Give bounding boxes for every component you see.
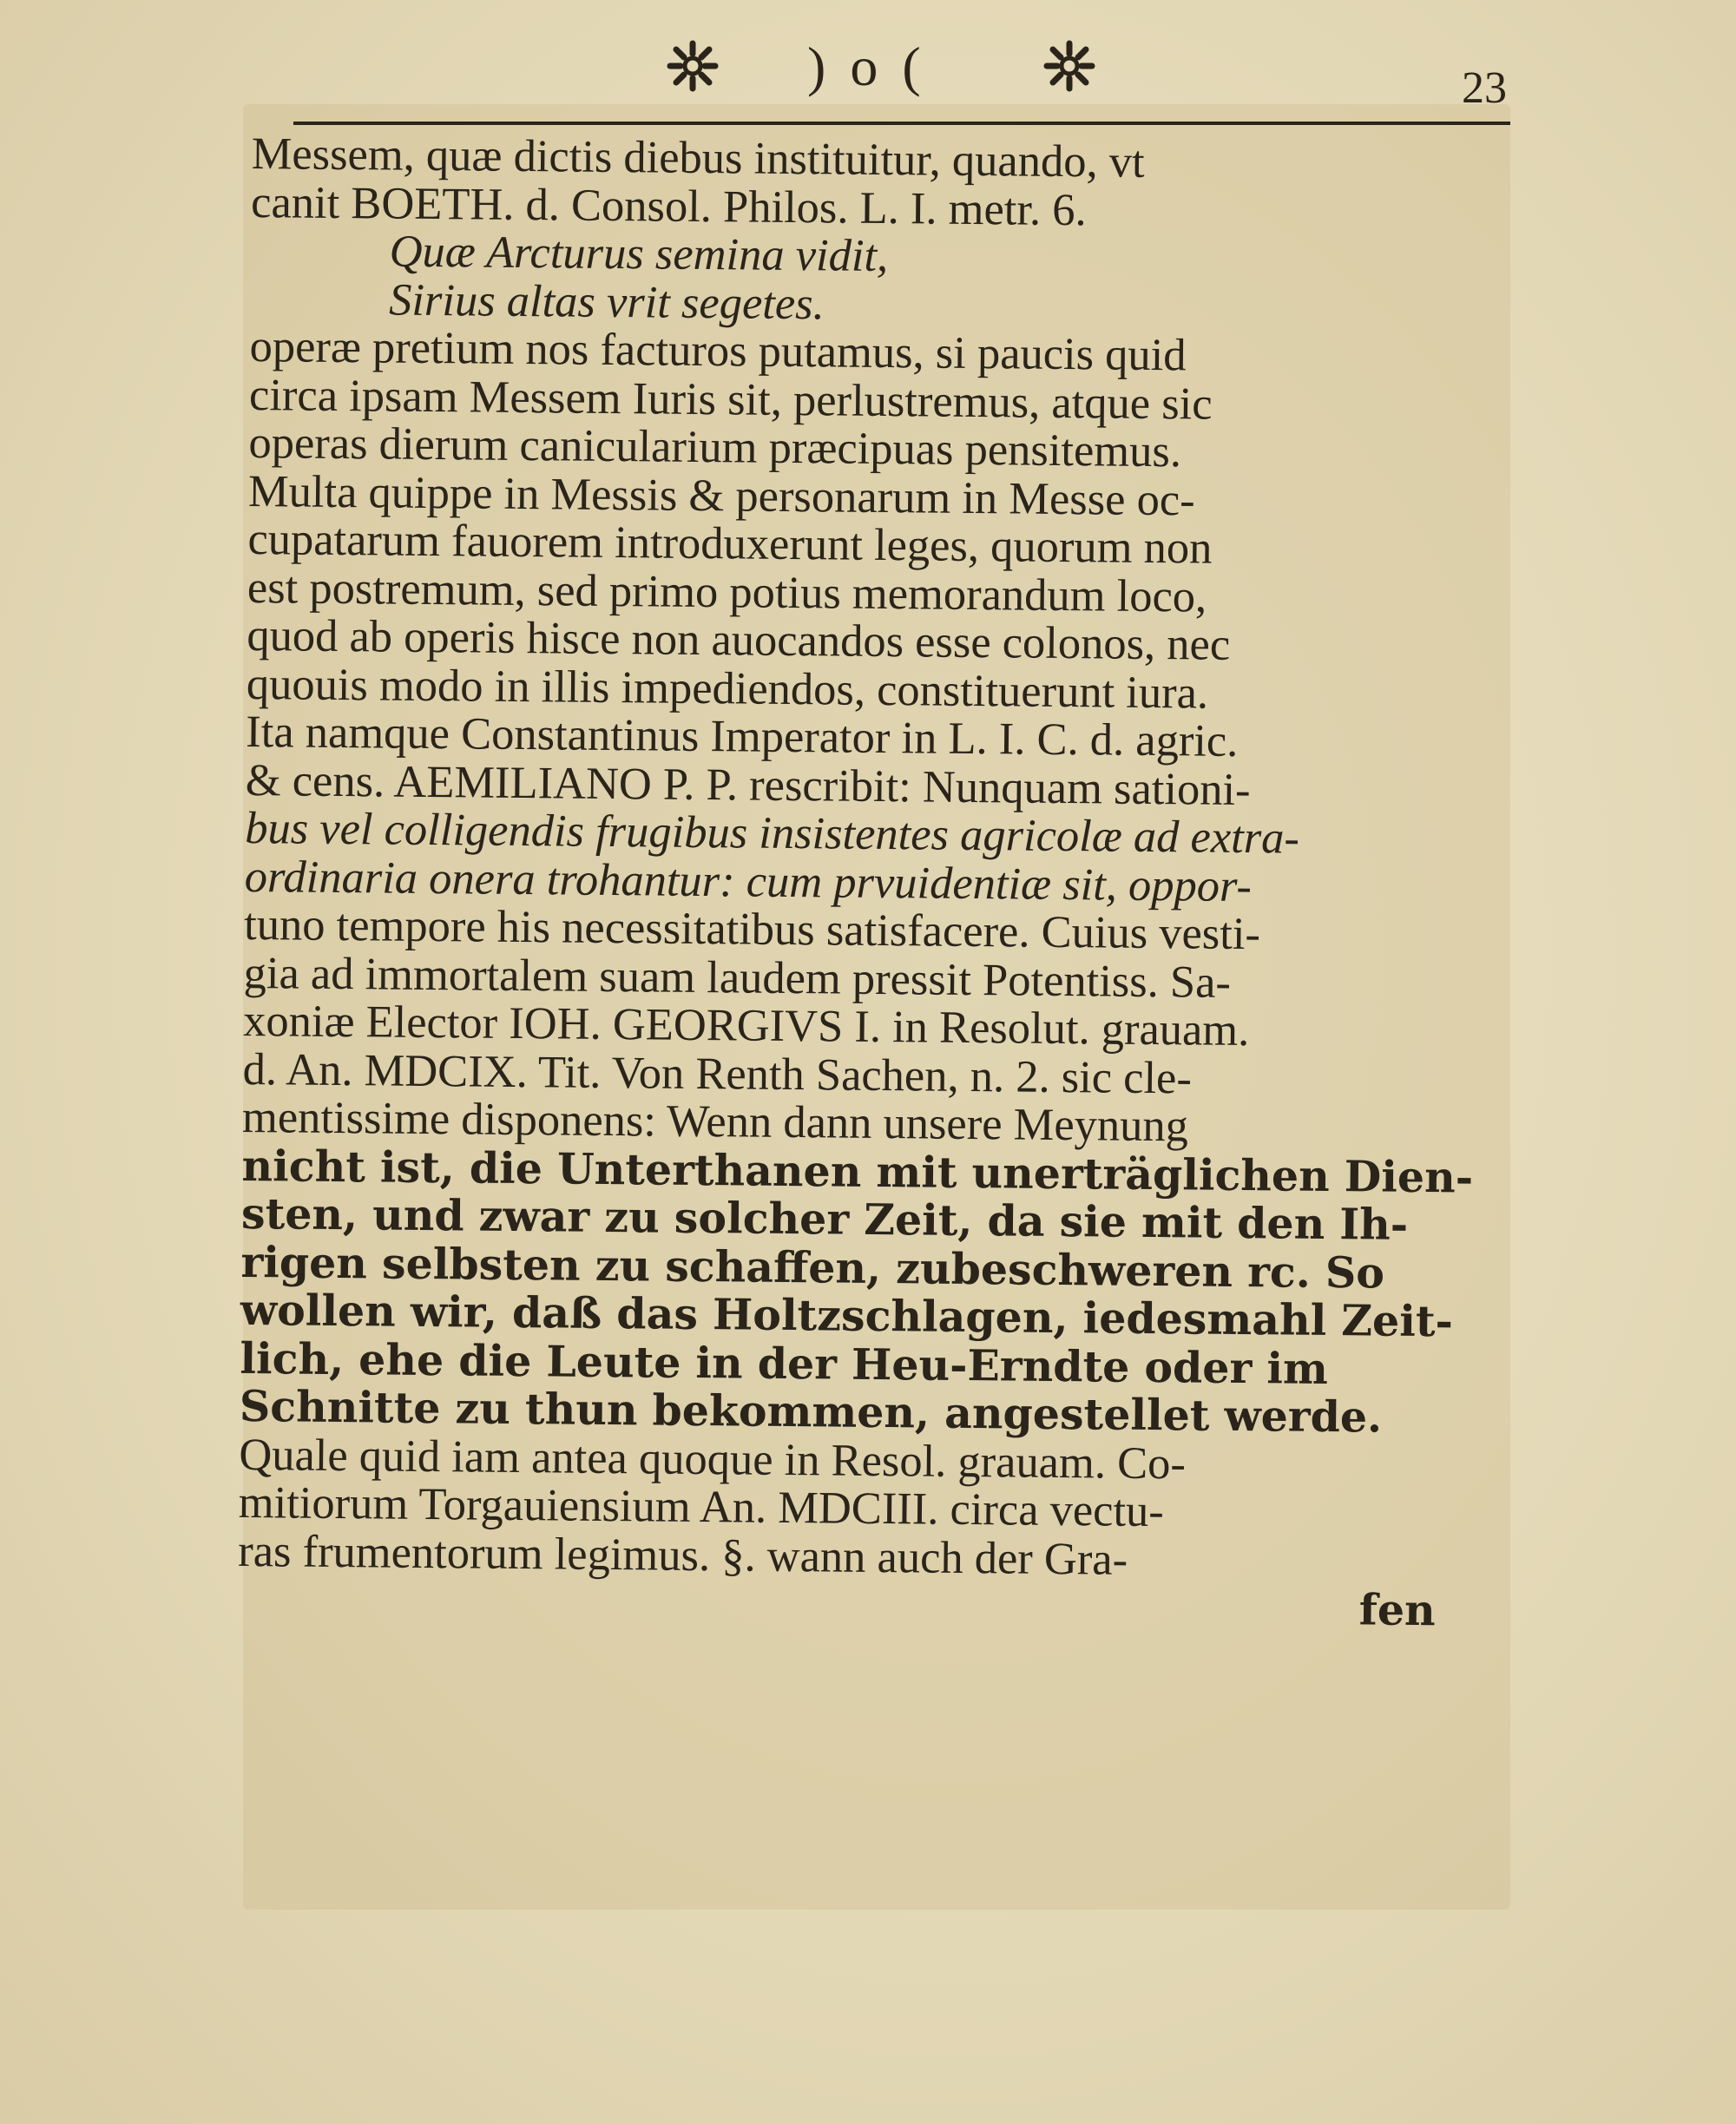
fraktur-line: nicht ist, die Unterthanen mit unerträglichen Dien- <box>241 1140 1474 1203</box>
fraktur-line: Schnitte zu thun bekommen, angestellet werde. <box>239 1380 1383 1443</box>
text-line: & cens. AEMILIANO P. P. rescribit: Nunquam sationi- <box>245 754 1251 815</box>
text-line: xoniæ Elector IOH. GEORGIVS I. in Resolut. grauam. <box>242 995 1250 1056</box>
catchword: fen <box>1358 1584 1436 1636</box>
running-header <box>295 35 1510 113</box>
text-line: mitiorum Torgauiensium An. MDCIII. circa vectu- <box>238 1476 1165 1537</box>
text-line: mentissime disponens: Wenn dann unsere Meynung <box>241 1091 1189 1152</box>
text-line: d. An. MDCIX. Tit. Von Renth Sachen, n. 2. sic cle- <box>242 1043 1193 1103</box>
flower-ornament-icon <box>667 40 719 92</box>
header-rule <box>293 122 1510 125</box>
page-number: 23 <box>1462 63 1507 113</box>
text-line: Multa quippe in Messis & personarum in Messe oc- <box>247 465 1195 525</box>
flower-ornament-icon <box>1043 40 1095 92</box>
fraktur-line: lich, ehe die Leute in der Heu-Erndte oder im <box>240 1332 1329 1394</box>
verse-line: Quæ Arcturus semina vidit, <box>389 226 889 282</box>
verse-line: Sirius altas vrit segetes. <box>388 274 825 329</box>
text-line: quod ab operis hisce non auocandos esse colonos, nec <box>247 609 1231 670</box>
text-line: est postremum, sed primo potius memorandum loco, <box>247 562 1207 622</box>
text-line: operæ pretium nos facturos putamus, si paucis quid <box>249 320 1187 381</box>
text-line: Quale quid iam antea quoque in Resol. grauam. Co- <box>239 1429 1187 1489</box>
header-mark: )o( <box>807 36 945 97</box>
body-text <box>237 130 1501 1635</box>
fraktur-line: wollen wir, daß das Holtzschlagen, iedesmahl Zeit- <box>240 1284 1454 1347</box>
text-line: Ita namque Constantinus Imperator in L. I. C. d. agric. <box>246 706 1239 766</box>
text-line: operas dierum canicularium præcipuas pensitemus. <box>248 417 1182 477</box>
text-line: canit BOETH. d. Consol. Philos. L. I. metr. 6. <box>250 176 1087 235</box>
text-line: gia ad immortalem suam laudem pressit Potentiss. Sa- <box>243 947 1232 1008</box>
fraktur-line: sten, und zwar zu solcher Zeit, da sie mit den Ih- <box>240 1187 1409 1250</box>
text-line: circa ipsam Messem Iuris sit, perlustremus, atque sic <box>248 369 1213 430</box>
text-line: quouis modo in illis impediendos, constituerunt iura. <box>246 658 1209 719</box>
text-line: tuno tempore his necessitatibus satisfacere. Cuius vesti- <box>243 898 1261 960</box>
text-line: ordinaria onera trohantur: cum prvuidentiæ sit, oppor- <box>244 851 1253 911</box>
text-line: cupatarum fauorem introduxerunt leges, quorum non <box>247 513 1213 574</box>
text-line: bus vel colligendis frugibus insistentes agricolæ ad extra- <box>245 802 1300 864</box>
fraktur-line: rigen selbsten zu schaffen, zubeschweren rc. So <box>240 1236 1385 1299</box>
text-line: ras frumentorum legimus. §. wann auch der Gra- <box>238 1525 1128 1585</box>
text-line: Messem, quæ dictis diebus instituitur, quando, vt <box>251 128 1145 187</box>
